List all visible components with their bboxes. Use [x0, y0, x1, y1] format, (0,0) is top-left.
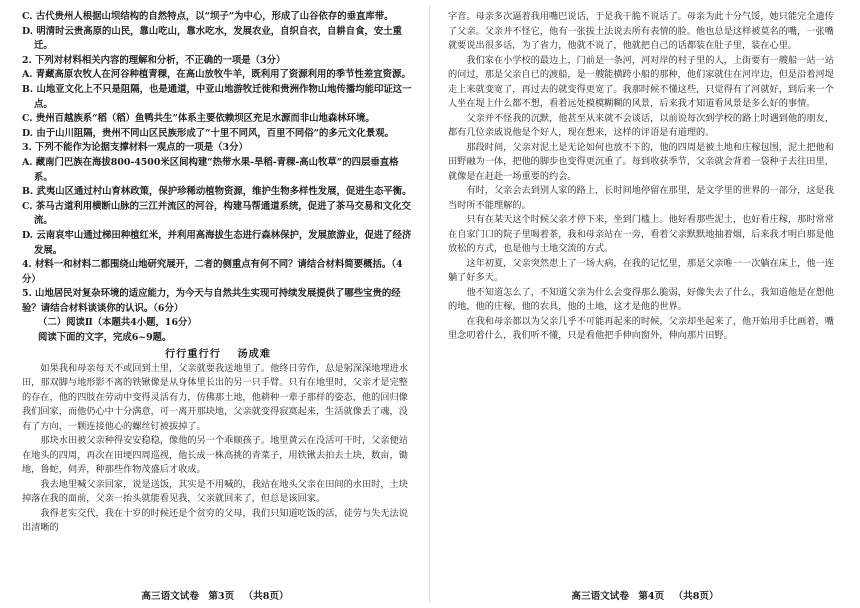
article-paragraph: 那段时间，父亲对泥土是无论如何也放不下的，他的四周是被土地和庄稼包围，泥土把他和田野融为一体，把他的脚步也变得更沉重了。每到收获季节，父亲就会背着一袋种子去往田里，就像是在赶赴一场重要的约会。 — [448, 141, 834, 182]
footer-total-pages: （共8页） — [673, 591, 719, 602]
footer-page-number: 第4页 — [638, 591, 665, 602]
article-body-right — [448, 10, 842, 344]
page-footer-left — [0, 588, 430, 602]
answer-option: B. 武夷山区通过村山育林政策，保护珍稀动植物资源，维护生物多样性发展，促进生态平衡。 — [22, 186, 412, 198]
section-heading: 阅读下面的文字，完成6~9题。 — [38, 332, 172, 344]
article-paragraph: 如果我和母亲每天不或回到土里，父亲就要我送地里了。他终日劳作，总是躬深深地埋进水田，那双脚与地形影不离的铁锹像是从身体里长出的另一只手臂。只有在地里时，父亲才是完整的存在，他的四肢在劳动中变得灵活有力，仿佛那土地，他耕种一辈子那样的姿态，他的回归像我们回家，而他仍心中十分满意，可一离开那块地，父亲就变得寂寞起来，生活就像丢了魂，没有了方向，一颗连接他心的螺丝钉被拔掉了。 — [22, 362, 408, 432]
article-paragraph: 只有在某天这个时候父亲才停下来，坐到门槛上。他好看那些泥土，也好看庄稼，那时常常在自家门口的院子里喝着茶，我和母亲站在一旁，看着父亲默默地抽着烟，后来我才明白那是他放松的方式，也是他与土地交流的方式。 — [448, 214, 834, 254]
footer-course: 高三语文试卷 — [141, 591, 199, 602]
article-body-left — [22, 362, 414, 536]
exam-page-right — [430, 0, 860, 608]
answer-option: A. 青藏高原农牧人在河谷种植青稞，在高山放牧牛羊，既利用了资源利用的季节性差宜资源。 — [22, 69, 411, 81]
answer-option: D. 由于山川阻隔，贵州不同山区民族形成了“十里不同风，百里不同俗”的多元文化景观。 — [22, 127, 394, 139]
answer-option: D. 明清时云贵高原的山民，靠山吃山，靠水吃水，发展农业，自织自衣，自耕自食，安土重迁。 — [22, 25, 402, 52]
page-footer-right — [430, 588, 860, 602]
article-author: 汤成难 — [237, 347, 272, 360]
article-paragraph: 父亲并不怪我的沉默，他甚至从来就不会谈话，以前说每次到学校的路上时遇到他的朋友，都有几位亲戚说他是个好人，现在想来，这样的评语是有道理的。 — [448, 112, 834, 138]
question-list — [22, 10, 414, 346]
article-paragraph: 他不知道怎么了，不知道父亲为什么会变得那么脆弱，好像失去了什么，我知道他是在想他的地，他的庄稼，他的农具，他的土地，这才是他的世界。 — [448, 286, 834, 312]
article-title-line — [22, 347, 414, 362]
answer-option: B. 山地亚文化上不只是阻隔，也是通道，中亚山地游牧迁徙和贵洲作物山地传播均能印证这一点。 — [22, 83, 412, 110]
answer-option: C. 贵州百越族系“稻（稻）鱼鸭共生”体系主要依赖坝区充足水源而非山地森林环境。 — [22, 113, 375, 125]
footer-course: 高三语文试卷 — [571, 591, 629, 602]
section-heading: （二）阅读Ⅱ（本题共4小题，16分） — [38, 317, 197, 329]
article-paragraph: 我们家在小学校的最边上，门前是一条河，河对岸的村子里的人，上街要有一艘船一站一站的问过，那是父亲自已的渡船，是一艘能横跨小船的那种，他们家就住在河岸边，但是沿着河堤走上来就变宽了，再过去的就变得更宽了。我那时候不懂这些，只觉得有了河就好，到后来一个人坐在堤上什么都不想，看着远处模模糊糊的风景，后来我才知道看风景是多么好的事情。 — [448, 54, 834, 109]
article-paragraph: 我去地里喊父亲回家，说是送饭，其实是不用喊的，我站在地头父亲在田间的水田时，土块掉落在我的面前，父亲一抬头就能看见我，父亲就回来了，但总是该回家。 — [22, 478, 408, 505]
article-title: 行行重行行 — [164, 347, 221, 360]
answer-option: C. 茶马古道利用横断山脉的三江并流区的河谷，构建马帮通道系统，促进了茶马交易和文化交流。 — [22, 200, 411, 227]
answer-option: A. 藏南门巴族在海拔800-4500米区间构建“热带水果-旱稻-青稞-高山牧草”的四层垂直格系。 — [22, 156, 399, 183]
question-stem: 4. 材料一和材料二都围绕山地研究展开，二者的侧重点有何不同？请结合材料简要概括。（4分） — [22, 259, 403, 285]
answer-option: C. 古代贵州人根据山坝结构的自然特点，以“坝子”为中心，形成了山谷依存的垂直库带。 — [22, 11, 394, 22]
footer-page-number: 第3页 — [208, 591, 235, 602]
question-stem: 3. 下列不能作为论据支撑材料一观点的一项是（3分） — [22, 142, 248, 154]
article-paragraph: 我得老实交代，我在十岁的时候还是个贫穷的父母，我们只知道吃饭的活，徒劳与失无法说出清晰的 — [22, 507, 408, 534]
article-paragraph: 在我和母亲都以为父亲几乎不可能再起来的时候，父亲却坐起来了，他开始用手比画着，嘴里念叨着什么，我们听不懂，只是看他把手伸向窗外，伸向那片田野。 — [448, 315, 834, 341]
question-stem: 2. 下列对材料相关内容的理解和分析，不正确的一项是（3分） — [22, 54, 286, 66]
answer-option: D. 云南哀牢山通过梯田种植红米，并利用高海拔生态进行森林保护，发展旅游业，促进了经济发展。 — [22, 229, 412, 256]
question-stem: 5. 山地居民对复杂环境的适应能力，为今天与自然共生实现可持续发展提供了哪些宝贵的经验？请结合材料谈谈你的认识。（6分） — [22, 288, 401, 314]
article-paragraph: 字音。母亲多次逼着我用嘴巴说话，于是我干脆不说话了。母亲为此十分气馁，她只能完全遗传了父亲。父亲并不怪它，他有一张拔土法说去所有表情的脸。他也总是这样被莫名的嘴，一张嘴就要说出很多话，为了省力，他就不说了，他就把自己的话都装在肚子里，装在心里。 — [448, 11, 834, 51]
article-paragraph: 有时，父亲会去到别人家的路上，长时间地停留在那里，是文学里的世界的一部分，这是我当时所不能理解的。 — [448, 185, 834, 211]
article-paragraph: 那块水田被父亲种得安安稳稳，像他的另一个乖顺孩子。地里黄云在没活可干时，父亲便站在地头的四周，再次在田埂四周巡视，他长成一株高挑的青菜子，用铁锹去拍去土块，数亩，锄地，鲁蛇，伺弄，种那些作物茂盛后才收成。 — [22, 435, 408, 476]
footer-total-pages: （共8页） — [243, 591, 289, 602]
article-paragraph: 这年初夏，父亲突然患上了一场大病，在我的记忆里，那是父亲唯一一次躺在床上，他一连躺了好多天。 — [448, 257, 834, 283]
